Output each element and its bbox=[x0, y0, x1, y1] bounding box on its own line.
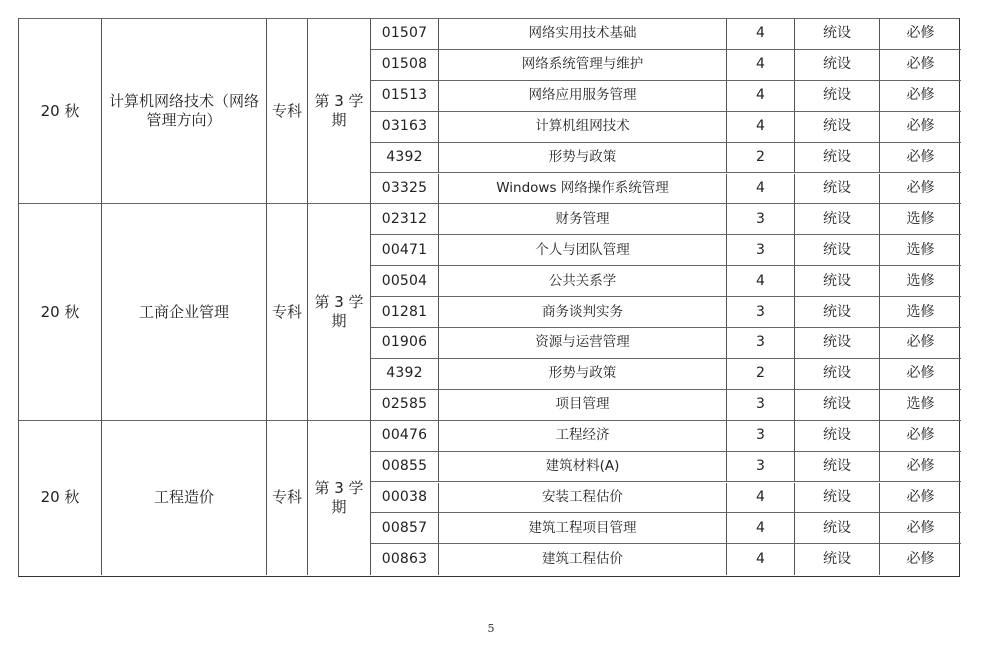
major-cell: 计算机网络技术（网络管理方向） bbox=[102, 19, 267, 204]
semester-cell: 第 3 学期 bbox=[308, 421, 371, 576]
course-code: 00504 bbox=[371, 266, 439, 297]
semester-cell: 第 3 学期 bbox=[308, 19, 371, 204]
major-cell: 工程造价 bbox=[102, 421, 267, 576]
course-code: 01906 bbox=[371, 328, 439, 359]
course-name: 建筑工程项目管理 bbox=[439, 513, 727, 544]
level-cell: 专科 bbox=[267, 204, 308, 420]
semester-cell: 第 3 学期 bbox=[308, 204, 371, 420]
course-requirement: 必修 bbox=[880, 50, 961, 81]
course-name: 项目管理 bbox=[439, 390, 727, 421]
course-name: 网络系统管理与维护 bbox=[439, 50, 727, 81]
course-credits: 4 bbox=[727, 266, 795, 297]
course-code: 01281 bbox=[371, 297, 439, 328]
course-requirement: 必修 bbox=[880, 513, 961, 544]
course-exam-type: 统设 bbox=[795, 390, 880, 421]
course-code: 00476 bbox=[371, 421, 439, 452]
page-number: 5 bbox=[487, 622, 495, 635]
course-code: 01507 bbox=[371, 19, 439, 50]
course-credits: 3 bbox=[727, 235, 795, 266]
course-code: 02585 bbox=[371, 390, 439, 421]
course-requirement: 必修 bbox=[906, 551, 935, 568]
course-name: 形势与政策 bbox=[439, 143, 727, 174]
course-credits: 4 bbox=[727, 544, 795, 575]
course-exam-type: 统设 bbox=[795, 204, 880, 235]
course-name: 安装工程估价 bbox=[439, 483, 727, 514]
course-exam-type: 统设 bbox=[795, 297, 880, 328]
course-requirement: 选修 bbox=[880, 204, 961, 235]
course-exam-type: 统设 bbox=[795, 483, 880, 514]
grade-cell: 20 秋 bbox=[19, 421, 102, 576]
course-requirement: 选修 bbox=[880, 390, 961, 421]
course-exam-type: 统设 bbox=[795, 143, 880, 174]
course-credits: 4 bbox=[727, 174, 795, 205]
course-exam-type: 统设 bbox=[795, 174, 880, 205]
course-code: 00857 bbox=[371, 513, 439, 544]
level-cell: 专科 bbox=[267, 19, 308, 204]
course-name: 建筑工程估价 bbox=[439, 544, 727, 575]
course-name: 形势与政策 bbox=[439, 359, 727, 390]
course-code: 00471 bbox=[371, 235, 439, 266]
course-name: 个人与团队管理 bbox=[439, 235, 727, 266]
course-exam-type: 统设 bbox=[795, 544, 880, 575]
course-credits: 4 bbox=[727, 112, 795, 143]
course-name: 计算机组网技术 bbox=[439, 112, 727, 143]
course-requirement: 必修 bbox=[880, 483, 961, 514]
course-requirement: 必修 bbox=[880, 421, 961, 452]
course-name: Windows 网络操作系统管理 bbox=[439, 174, 727, 205]
course-name: 工程经济 bbox=[439, 421, 727, 452]
course-requirement: 必修 bbox=[880, 174, 961, 205]
course-exam-type: 统设 bbox=[795, 19, 880, 50]
course-credits: 2 bbox=[727, 359, 795, 390]
course-name: 公共关系学 bbox=[439, 266, 727, 297]
course-requirement: 必修 bbox=[880, 359, 961, 390]
course-exam-type: 统设 bbox=[795, 235, 880, 266]
course-exam-type: 统设 bbox=[795, 112, 880, 143]
course-requirement: 选修 bbox=[880, 297, 961, 328]
course-name: 财务管理 bbox=[439, 204, 727, 235]
level-cell: 专科 bbox=[267, 421, 308, 576]
course-code: 00855 bbox=[371, 452, 439, 483]
major-cell: 工商企业管理 bbox=[102, 204, 267, 420]
course-requirement: 选修 bbox=[880, 235, 961, 266]
grade-cell: 20 秋 bbox=[19, 19, 102, 204]
course-code: 03325 bbox=[371, 174, 439, 205]
course-code: 01508 bbox=[371, 50, 439, 81]
course-requirement: 必修 bbox=[880, 452, 961, 483]
course-code: 00863 bbox=[371, 544, 439, 575]
course-credits: 3 bbox=[727, 390, 795, 421]
course-credits: 3 bbox=[727, 297, 795, 328]
course-requirement: 必修 bbox=[880, 328, 961, 359]
course-requirement: 选修 bbox=[880, 266, 961, 297]
course-requirement: 必修 bbox=[880, 19, 961, 50]
course-code: 00038 bbox=[371, 483, 439, 514]
course-exam-type: 统设 bbox=[795, 359, 880, 390]
course-name: 网络应用服务管理 bbox=[439, 81, 727, 112]
course-name: 商务谈判实务 bbox=[439, 297, 727, 328]
course-credits: 3 bbox=[727, 204, 795, 235]
course-code: 01513 bbox=[371, 81, 439, 112]
course-exam-type: 统设 bbox=[795, 50, 880, 81]
course-requirement: 必修 bbox=[880, 143, 961, 174]
grade-cell: 20 秋 bbox=[19, 204, 102, 420]
course-schedule-table bbox=[18, 18, 960, 577]
course-name: 网络实用技术基础 bbox=[439, 19, 727, 50]
course-credits: 3 bbox=[727, 452, 795, 483]
course-exam-type: 统设 bbox=[795, 266, 880, 297]
course-requirement: 必修 bbox=[880, 81, 961, 112]
course-credits: 3 bbox=[727, 421, 795, 452]
course-exam-type: 统设 bbox=[795, 81, 880, 112]
course-name: 建筑材料(A) bbox=[439, 452, 727, 483]
course-credits: 2 bbox=[727, 143, 795, 174]
course-exam-type: 统设 bbox=[795, 421, 880, 452]
course-code: 4392 bbox=[371, 143, 439, 174]
course-name: 资源与运营管理 bbox=[439, 328, 727, 359]
course-code: 02312 bbox=[371, 204, 439, 235]
course-credits: 3 bbox=[727, 328, 795, 359]
course-exam-type: 统设 bbox=[795, 513, 880, 544]
course-credits: 4 bbox=[727, 483, 795, 514]
course-requirement: 必修 bbox=[880, 112, 961, 143]
course-credits: 4 bbox=[727, 50, 795, 81]
course-exam-type: 统设 bbox=[795, 328, 880, 359]
course-code: 03163 bbox=[371, 112, 439, 143]
course-code: 4392 bbox=[371, 359, 439, 390]
course-exam-type: 统设 bbox=[795, 452, 880, 483]
course-credits: 4 bbox=[727, 19, 795, 50]
course-credits: 4 bbox=[727, 513, 795, 544]
course-credits: 4 bbox=[727, 81, 795, 112]
